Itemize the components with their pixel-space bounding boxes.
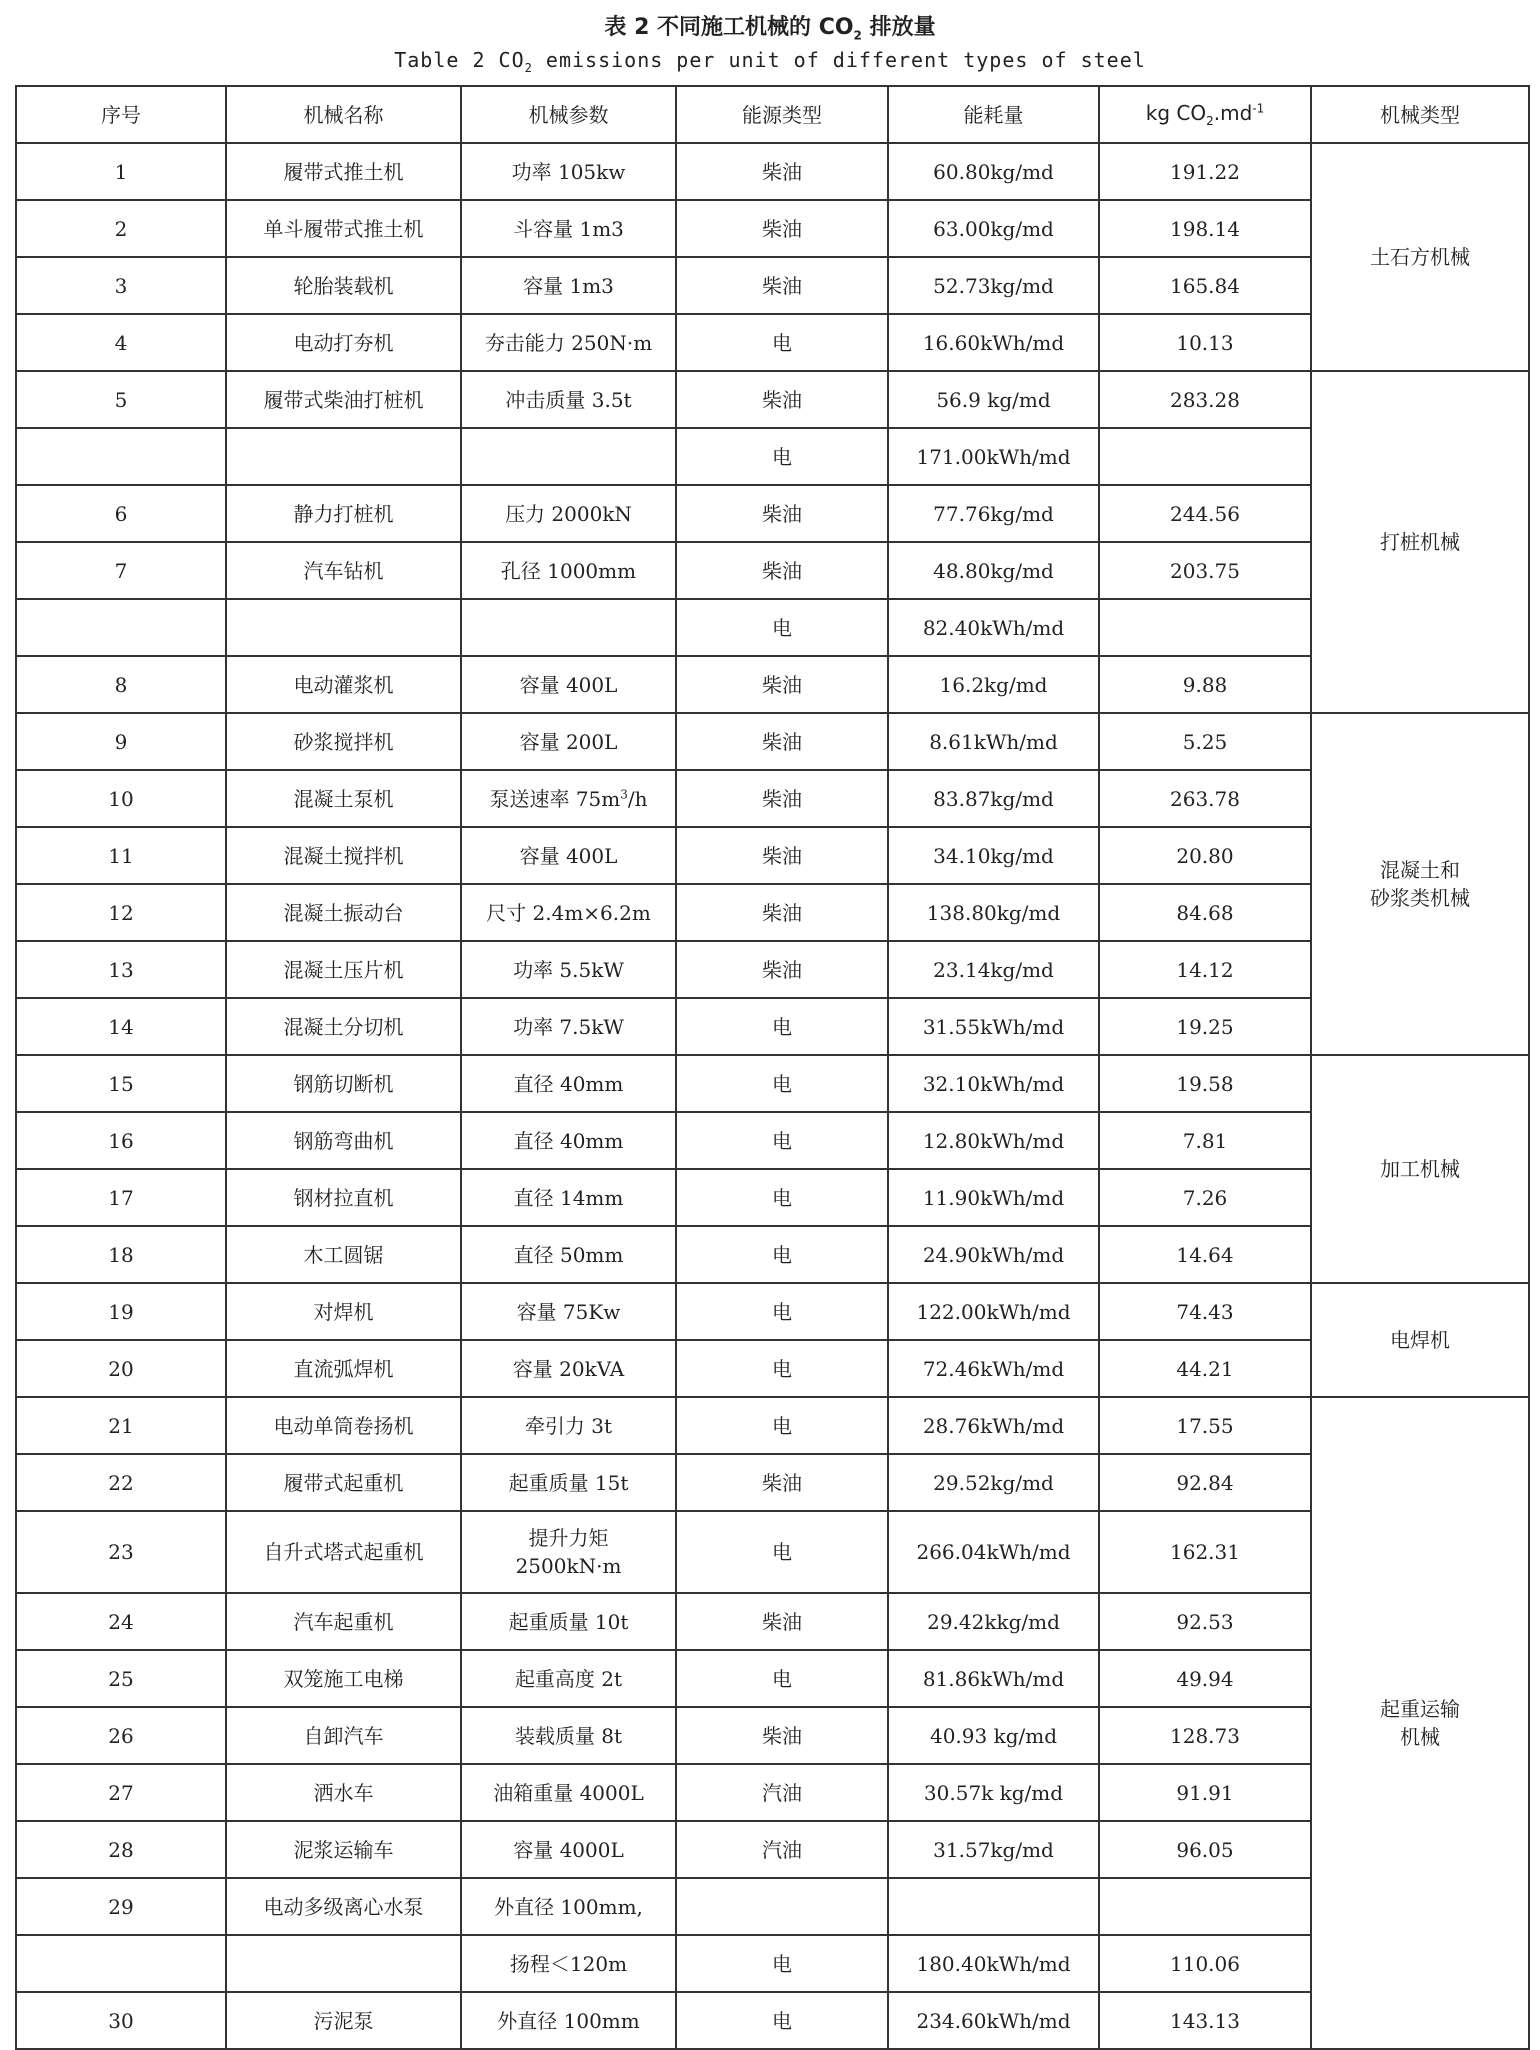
table-row (16, 1992, 1529, 2049)
table-row (16, 998, 1529, 1055)
cell-no: 30 (16, 1992, 226, 2049)
cell-emission: 128.73 (1099, 1707, 1311, 1764)
cell-emission: 14.12 (1099, 941, 1311, 998)
cell-emission (1099, 1878, 1311, 1935)
table-row (16, 1511, 1529, 1593)
cell-no: 29 (16, 1878, 226, 1935)
cell-no: 27 (16, 1764, 226, 1821)
table-title-cn: 表 2 不同施工机械的 $CO_2$ 排放量 (604, 15, 936, 43)
cell-param (461, 599, 676, 656)
cell-energy: 柴油 (676, 1593, 888, 1650)
cell-no: 26 (16, 1707, 226, 1764)
cell-param: 容量 4000L (461, 1821, 676, 1878)
cell-energy: 柴油 (676, 200, 888, 257)
cell-consumption: 48.80kg/md (888, 542, 1099, 599)
header-param: 机械参数 (461, 86, 676, 143)
cell-name: 单斗履带式推土机 (226, 200, 461, 257)
cell-energy: 柴油 (676, 1454, 888, 1511)
cell-emission: 263.78 (1099, 770, 1311, 827)
cell-no: 18 (16, 1226, 226, 1283)
cell-param: 扬程＜120m (461, 1935, 676, 1992)
cell-name: 轮胎装载机 (226, 257, 461, 314)
cell-energy: 电 (676, 1283, 888, 1340)
cell-no: 9 (16, 713, 226, 770)
cell-consumption: 82.40kWh/md (888, 599, 1099, 656)
cell-param: 装载质量 8t (461, 1707, 676, 1764)
cell-name: 直流弧焊机 (226, 1340, 461, 1397)
cell-emission: 7.81 (1099, 1112, 1311, 1169)
cell-param: 功率 7.5kW (461, 998, 676, 1055)
cell-name: 砂浆搅拌机 (226, 713, 461, 770)
cell-param: 起重质量 10t (461, 1593, 676, 1650)
cell-no: 25 (16, 1650, 226, 1707)
cell-consumption: 23.14kg/md (888, 941, 1099, 998)
table-row (16, 428, 1529, 485)
table-row (16, 1169, 1529, 1226)
cell-consumption: 29.42kkg/md (888, 1593, 1099, 1650)
cell-energy: 柴油 (676, 143, 888, 200)
table-row (16, 1650, 1529, 1707)
table-row (16, 1226, 1529, 1283)
cell-consumption: 52.73kg/md (888, 257, 1099, 314)
cell-param: 提升力矩 2500kN·m (461, 1511, 676, 1593)
cell-emission: 44.21 (1099, 1340, 1311, 1397)
cell-energy: 电 (676, 314, 888, 371)
table-row (16, 1878, 1529, 1935)
cell-name: 混凝土振动台 (226, 884, 461, 941)
table-row (16, 656, 1529, 713)
cell-energy: 电 (676, 1112, 888, 1169)
cell-name: 电动单筒卷扬机 (226, 1397, 461, 1454)
cell-emission (1099, 599, 1311, 656)
cell-consumption: 11.90kWh/md (888, 1169, 1099, 1226)
cell-param: 泵送速率 $75m^3/h$ (461, 770, 676, 827)
table-row (16, 257, 1529, 314)
table-row (16, 827, 1529, 884)
cell-name: 洒水车 (226, 1764, 461, 1821)
cell-param: 功率 105kw (461, 143, 676, 200)
cell-param: 外直径 100mm (461, 1992, 676, 2049)
cell-name (226, 428, 461, 485)
cell-no: 1 (16, 143, 226, 200)
cell-energy: 柴油 (676, 884, 888, 941)
table-row (16, 314, 1529, 371)
cell-consumption: 81.86kWh/md (888, 1650, 1099, 1707)
cell-consumption: 234.60kWh/md (888, 1992, 1099, 2049)
cell-param: 压力 2000kN (461, 485, 676, 542)
cell-consumption: 8.61kWh/md (888, 713, 1099, 770)
cell-param: 容量 75Kw (461, 1283, 676, 1340)
cell-no (16, 1935, 226, 1992)
cell-energy: 电 (676, 428, 888, 485)
cell-consumption: 32.10kWh/md (888, 1055, 1099, 1112)
cell-emission: 244.56 (1099, 485, 1311, 542)
cell-emission: 91.91 (1099, 1764, 1311, 1821)
cell-emission: 20.80 (1099, 827, 1311, 884)
cell-emission: 165.84 (1099, 257, 1311, 314)
table-row (16, 485, 1529, 542)
cell-no: 12 (16, 884, 226, 941)
cell-energy: 柴油 (676, 371, 888, 428)
header-no: 序号 (16, 86, 226, 143)
cell-energy: 汽油 (676, 1764, 888, 1821)
cell-energy: 柴油 (676, 542, 888, 599)
cell-param: 冲击质量 3.5t (461, 371, 676, 428)
cell-emission: 49.94 (1099, 1650, 1311, 1707)
cell-name (226, 1935, 461, 1992)
cell-param: 容量 1m3 (461, 257, 676, 314)
cell-name: 泥浆运输车 (226, 1821, 461, 1878)
cell-energy: 柴油 (676, 1707, 888, 1764)
emissions-table (15, 85, 1530, 2050)
cell-name: 汽车钻机 (226, 542, 461, 599)
cell-energy: 电 (676, 998, 888, 1055)
cell-energy: 电 (676, 1340, 888, 1397)
table-row (16, 1707, 1529, 1764)
cell-param: 尺寸 2.4m×6.2m (461, 884, 676, 941)
cell-emission: 10.13 (1099, 314, 1311, 371)
cell-no: 20 (16, 1340, 226, 1397)
cell-name: 静力打桩机 (226, 485, 461, 542)
cell-consumption: 60.80kg/md (888, 143, 1099, 200)
cell-emission: 84.68 (1099, 884, 1311, 941)
cell-consumption: 77.76kg/md (888, 485, 1099, 542)
cell-energy: 柴油 (676, 941, 888, 998)
cell-emission: 19.25 (1099, 998, 1311, 1055)
cell-energy: 柴油 (676, 713, 888, 770)
cell-param (461, 428, 676, 485)
cell-energy: 柴油 (676, 485, 888, 542)
cell-param: 直径 40mm (461, 1055, 676, 1112)
cell-consumption: 72.46kWh/md (888, 1340, 1099, 1397)
cell-consumption: 16.60kWh/md (888, 314, 1099, 371)
cell-param: 牵引力 3t (461, 1397, 676, 1454)
cell-consumption: 56.9 kg/md (888, 371, 1099, 428)
table-title-en: Table 2 $CO_2$ emissions per unit of different types of steel (394, 48, 1146, 75)
category-cell: 打桩机械 (1311, 371, 1529, 713)
cell-param: 直径 50mm (461, 1226, 676, 1283)
cell-emission: 283.28 (1099, 371, 1311, 428)
cell-emission: 191.22 (1099, 143, 1311, 200)
cell-name: 自卸汽车 (226, 1707, 461, 1764)
cell-consumption: 34.10kg/md (888, 827, 1099, 884)
table-row (16, 371, 1529, 428)
table-row (16, 542, 1529, 599)
cell-name: 钢材拉直机 (226, 1169, 461, 1226)
cell-no: 16 (16, 1112, 226, 1169)
cell-no (16, 599, 226, 656)
cell-consumption: 31.55kWh/md (888, 998, 1099, 1055)
cell-energy: 电 (676, 1169, 888, 1226)
cell-name: 电动打夯机 (226, 314, 461, 371)
table-row (16, 1764, 1529, 1821)
category-cell: 加工机械 (1311, 1055, 1529, 1283)
cell-name: 电动灌浆机 (226, 656, 461, 713)
cell-param: 容量 20kVA (461, 1340, 676, 1397)
table-row (16, 1821, 1529, 1878)
cell-consumption: 31.57kg/md (888, 1821, 1099, 1878)
table-row (16, 1397, 1529, 1454)
cell-emission: 96.05 (1099, 1821, 1311, 1878)
cell-no: 28 (16, 1821, 226, 1878)
header-emission: kg $CO_2.md^{-1}$ (1099, 86, 1311, 143)
cell-consumption: 138.80kg/md (888, 884, 1099, 941)
cell-no: 3 (16, 257, 226, 314)
header-energy-type: 能源类型 (676, 86, 888, 143)
cell-no: 19 (16, 1283, 226, 1340)
cell-name: 混凝土泵机 (226, 770, 461, 827)
cell-emission: 5.25 (1099, 713, 1311, 770)
table-row (16, 143, 1529, 200)
cell-param: 起重质量 15t (461, 1454, 676, 1511)
cell-param: 功率 5.5kW (461, 941, 676, 998)
cell-no: 7 (16, 542, 226, 599)
cell-energy: 柴油 (676, 770, 888, 827)
cell-no: 23 (16, 1511, 226, 1593)
cell-energy: 电 (676, 1935, 888, 1992)
cell-no: 11 (16, 827, 226, 884)
cell-no: 24 (16, 1593, 226, 1650)
cell-emission: 203.75 (1099, 542, 1311, 599)
cell-emission: 74.43 (1099, 1283, 1311, 1340)
table-row (16, 941, 1529, 998)
cell-name: 履带式起重机 (226, 1454, 461, 1511)
cell-name: 混凝土分切机 (226, 998, 461, 1055)
cell-emission: 92.53 (1099, 1593, 1311, 1650)
cell-consumption: 266.04kWh/md (888, 1511, 1099, 1593)
cell-name: 电动多级离心水泵 (226, 1878, 461, 1935)
cell-consumption (888, 1878, 1099, 1935)
cell-param: 容量 200L (461, 713, 676, 770)
cell-emission: 110.06 (1099, 1935, 1311, 1992)
cell-name (226, 599, 461, 656)
cell-param: 斗容量 1m3 (461, 200, 676, 257)
cell-emission: 19.58 (1099, 1055, 1311, 1112)
table-row (16, 1593, 1529, 1650)
cell-name: 双笼施工电梯 (226, 1650, 461, 1707)
cell-emission: 17.55 (1099, 1397, 1311, 1454)
cell-param: 直径 40mm (461, 1112, 676, 1169)
cell-param: 夯击能力 250N·m (461, 314, 676, 371)
cell-energy: 汽油 (676, 1821, 888, 1878)
cell-name: 履带式柴油打桩机 (226, 371, 461, 428)
header-consumption: 能耗量 (888, 86, 1099, 143)
cell-name: 混凝土搅拌机 (226, 827, 461, 884)
cell-consumption: 16.2kg/md (888, 656, 1099, 713)
cell-consumption: 30.57k kg/md (888, 1764, 1099, 1821)
cell-energy: 柴油 (676, 656, 888, 713)
cell-param: 油箱重量 4000L (461, 1764, 676, 1821)
cell-no: 17 (16, 1169, 226, 1226)
cell-emission: 143.13 (1099, 1992, 1311, 2049)
cell-energy: 电 (676, 599, 888, 656)
cell-param: 直径 14mm (461, 1169, 676, 1226)
cell-no: 4 (16, 314, 226, 371)
cell-name: 污泥泵 (226, 1992, 461, 2049)
header-name: 机械名称 (226, 86, 461, 143)
cell-energy: 柴油 (676, 827, 888, 884)
cell-no: 10 (16, 770, 226, 827)
header-category: 机械类型 (1311, 86, 1529, 143)
cell-consumption: 28.76kWh/md (888, 1397, 1099, 1454)
cell-energy: 电 (676, 1650, 888, 1707)
cell-emission: 14.64 (1099, 1226, 1311, 1283)
category-cell: 电焊机 (1311, 1283, 1529, 1397)
cell-emission: 92.84 (1099, 1454, 1311, 1511)
cell-no: 2 (16, 200, 226, 257)
cell-no: 15 (16, 1055, 226, 1112)
table-row (16, 200, 1529, 257)
table-row (16, 713, 1529, 770)
cell-emission (1099, 428, 1311, 485)
cell-consumption: 122.00kWh/md (888, 1283, 1099, 1340)
cell-energy: 电 (676, 1226, 888, 1283)
cell-param: 起重高度 2t (461, 1650, 676, 1707)
cell-no: 21 (16, 1397, 226, 1454)
cell-energy: 柴油 (676, 257, 888, 314)
cell-energy (676, 1878, 888, 1935)
table-row (16, 884, 1529, 941)
cell-emission: 7.26 (1099, 1169, 1311, 1226)
cell-energy: 电 (676, 1397, 888, 1454)
cell-name: 钢筋切断机 (226, 1055, 461, 1112)
table-row (16, 1112, 1529, 1169)
header-row (16, 86, 1529, 143)
cell-name: 对焊机 (226, 1283, 461, 1340)
cell-consumption: 29.52kg/md (888, 1454, 1099, 1511)
category-cell: 混凝土和 砂浆类机械 (1311, 713, 1529, 1055)
cell-name: 木工圆锯 (226, 1226, 461, 1283)
cell-no: 14 (16, 998, 226, 1055)
table-row (16, 1935, 1529, 1992)
cell-energy: 电 (676, 1055, 888, 1112)
cell-no: 22 (16, 1454, 226, 1511)
cell-no: 6 (16, 485, 226, 542)
cell-consumption: 12.80kWh/md (888, 1112, 1099, 1169)
cell-consumption: 180.40kWh/md (888, 1935, 1099, 1992)
cell-name: 自升式塔式起重机 (226, 1511, 461, 1593)
cell-no: 13 (16, 941, 226, 998)
table-row (16, 770, 1529, 827)
cell-no (16, 428, 226, 485)
table-row (16, 1055, 1529, 1112)
table-row (16, 599, 1529, 656)
cell-consumption: 24.90kWh/md (888, 1226, 1099, 1283)
cell-name: 混凝土压片机 (226, 941, 461, 998)
cell-param: 外直径 100mm, (461, 1878, 676, 1935)
cell-param: 容量 400L (461, 827, 676, 884)
cell-no: 8 (16, 656, 226, 713)
table-row (16, 1283, 1529, 1340)
cell-consumption: 83.87kg/md (888, 770, 1099, 827)
table-row (16, 1340, 1529, 1397)
cell-name: 履带式推土机 (226, 143, 461, 200)
cell-name: 钢筋弯曲机 (226, 1112, 461, 1169)
category-cell: 起重运输 机械 (1311, 1397, 1529, 2049)
cell-energy: 电 (676, 1992, 888, 2049)
cell-emission: 198.14 (1099, 200, 1311, 257)
cell-emission: 9.88 (1099, 656, 1311, 713)
cell-energy: 电 (676, 1511, 888, 1593)
cell-consumption: 40.93 kg/md (888, 1707, 1099, 1764)
cell-name: 汽车起重机 (226, 1593, 461, 1650)
cell-no: 5 (16, 371, 226, 428)
table-row (16, 1454, 1529, 1511)
cell-emission: 162.31 (1099, 1511, 1311, 1593)
cell-consumption: 171.00kWh/md (888, 428, 1099, 485)
cell-param: 容量 400L (461, 656, 676, 713)
category-cell: 土石方机械 (1311, 143, 1529, 371)
cell-param: 孔径 1000mm (461, 542, 676, 599)
cell-consumption: 63.00kg/md (888, 200, 1099, 257)
